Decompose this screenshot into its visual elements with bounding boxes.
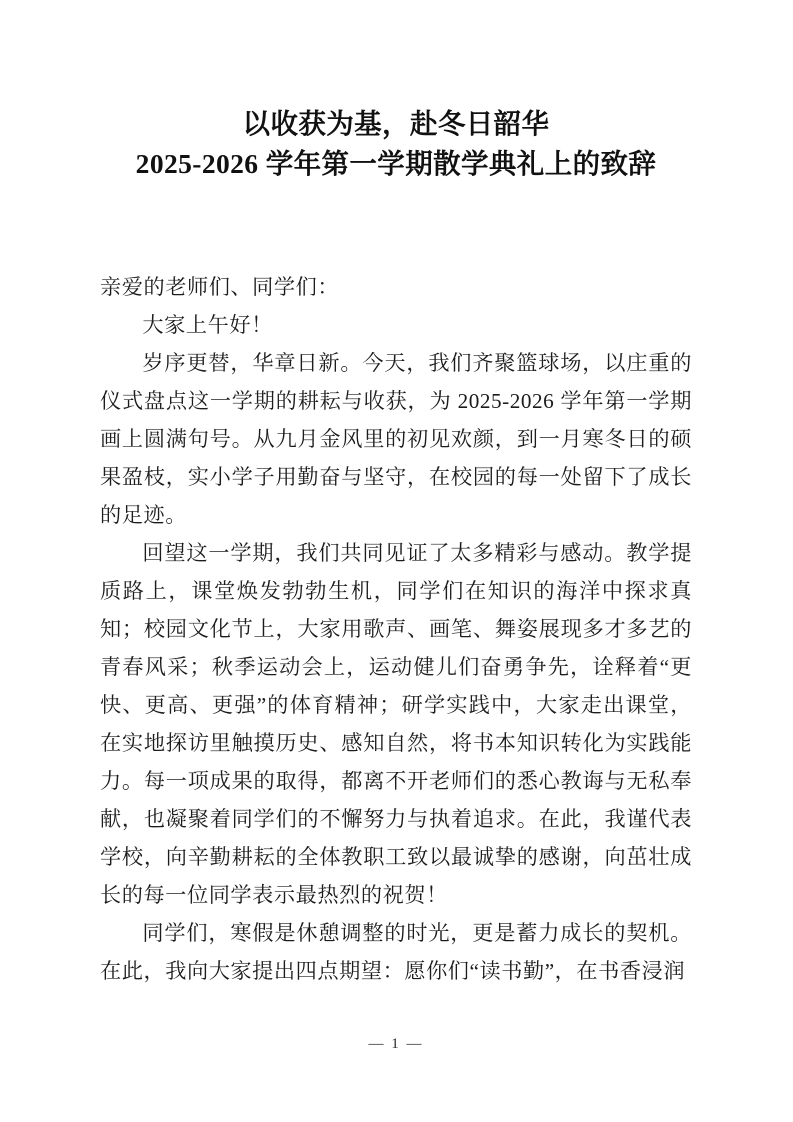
page-number: — 1 — bbox=[368, 1036, 424, 1052]
paragraph-review: 回望这一学期，我们共同见证了太多精彩与感动。教学提质路上，课堂焕发勃勃生机，同学们在知识的海洋中探求真知；校园文化节上，大家用歌声、画笔、舞姿展现多才多艺的青春风采；秋季运动会上，运动健儿们奋勇争先，诠释着“更快、更高、更强”的体育精神；研学实践中，大家走出课堂，在实地探访里触摸历史、感知自然，将书本知识转化为实践能力。每一项成果的取得，都离不开老师们的悉心教诲与无私奉献，也凝聚着同学们的不懈努力与执着追求。在此，我谨代表学校，向辛勤耕耘的全体教职工致以最诚挚的感谢，向茁壮成长的每一位同学表示最热烈的祝贺！ bbox=[100, 541, 692, 907]
document-body bbox=[100, 268, 692, 990]
paragraph-expectations: 同学们，寒假是休憩调整的时光，更是蓄力成长的契机。在此，我向大家提出四点期望：愿你们“读书勤”，在书香浸润 bbox=[100, 921, 692, 983]
page-title bbox=[100, 104, 692, 184]
paragraph-greeting: 大家上午好！ bbox=[142, 313, 273, 337]
paragraph-opening: 岁序更替，华章日新。今天，我们齐聚篮球场，以庄重的仪式盘点这一学期的耕耘与收获，为 2025-2026 学年第一学期画上圆满句号。从九月金风里的初见欢颜，到一月寒冬日的硕果盈枝，实小学子用勤奋与坚守，在校园的每一处留下了成长的足迹。 bbox=[100, 351, 692, 527]
paragraph-salutation: 亲爱的老师们、同学们： bbox=[100, 275, 340, 299]
page-footer bbox=[100, 1036, 692, 1053]
title-line-1: 以收获为基，赴冬日韶华 bbox=[242, 108, 550, 139]
title-line-2: 2025-2026 学年第一学期散学典礼上的致辞 bbox=[135, 148, 657, 179]
